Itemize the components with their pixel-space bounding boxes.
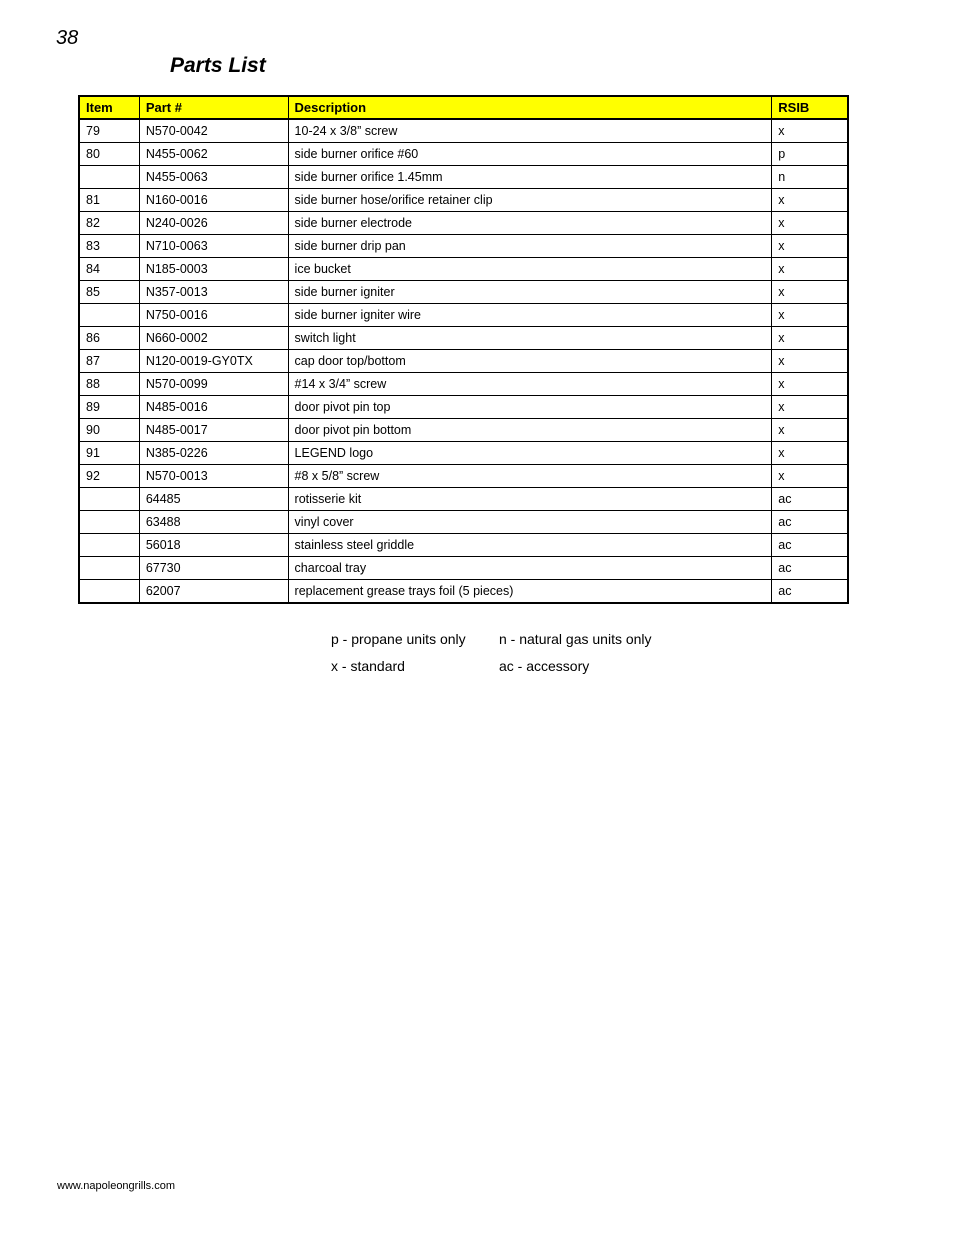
cell-item: 84 [79,258,139,281]
header-description: Description [288,96,772,119]
cell-part-number: N357-0013 [139,281,288,304]
table-row [79,281,848,304]
table-row [79,511,848,534]
cell-item: 83 [79,235,139,258]
cell-rsib: x [772,373,848,396]
legend-item-accessory: ac - accessory [499,658,590,674]
cell-rsib: x [772,235,848,258]
table-row [79,419,848,442]
table-header-row [79,96,848,119]
cell-item: 88 [79,373,139,396]
table-row [79,350,848,373]
table-row [79,488,848,511]
cell-item: 80 [79,143,139,166]
cell-rsib: ac [772,557,848,580]
cell-description: #14 x 3/4” screw [288,373,772,396]
cell-description: ice bucket [288,258,772,281]
cell-rsib: ac [772,511,848,534]
cell-part-number: N385-0226 [139,442,288,465]
cell-part-number: N455-0062 [139,143,288,166]
cell-item [79,166,139,189]
cell-item: 82 [79,212,139,235]
cell-description: side burner hose/orifice retainer clip [288,189,772,212]
legend [331,626,699,680]
table-row [79,534,848,557]
cell-rsib: x [772,327,848,350]
cell-rsib: x [772,258,848,281]
cell-item: 86 [79,327,139,350]
table-row [79,557,848,580]
table-row [79,143,848,166]
cell-part-number: N185-0003 [139,258,288,281]
page-number: 38 [56,27,79,49]
cell-item [79,511,139,534]
cell-part-number: N750-0016 [139,304,288,327]
parts-table-body [79,119,848,603]
cell-description: rotisserie kit [288,488,772,511]
cell-description: vinyl cover [288,511,772,534]
table-row [79,212,848,235]
table-row [79,396,848,419]
cell-item [79,557,139,580]
table-row [79,442,848,465]
cell-description: side burner orifice 1.45mm [288,166,772,189]
cell-part-number: 64485 [139,488,288,511]
cell-part-number: N485-0017 [139,419,288,442]
cell-description: side burner igniter [288,281,772,304]
cell-rsib: x [772,281,848,304]
cell-rsib: p [772,143,848,166]
cell-rsib: ac [772,534,848,557]
cell-description: LEGEND logo [288,442,772,465]
cell-item: 91 [79,442,139,465]
table-row [79,465,848,488]
cell-part-number: N485-0016 [139,396,288,419]
cell-part-number: N570-0042 [139,119,288,143]
cell-rsib: x [772,119,848,143]
cell-rsib: x [772,304,848,327]
cell-item: 85 [79,281,139,304]
legend-item-standard: x - standard [331,658,405,674]
cell-description: 10-24 x 3/8” screw [288,119,772,143]
cell-part-number: N240-0026 [139,212,288,235]
cell-part-number: N120-0019-GY0TX [139,350,288,373]
cell-description: side burner igniter wire [288,304,772,327]
cell-part-number: 56018 [139,534,288,557]
cell-rsib: x [772,212,848,235]
cell-description: side burner orifice #60 [288,143,772,166]
cell-description: charcoal tray [288,557,772,580]
header-part-number: Part # [139,96,288,119]
cell-part-number: N660-0002 [139,327,288,350]
cell-item: 92 [79,465,139,488]
header-rsib: RSIB [772,96,848,119]
cell-description: switch light [288,327,772,350]
table-row [79,119,848,143]
table-row [79,166,848,189]
cell-item: 81 [79,189,139,212]
table-row [79,304,848,327]
cell-item: 87 [79,350,139,373]
cell-description: side burner electrode [288,212,772,235]
cell-description: cap door top/bottom [288,350,772,373]
cell-rsib: x [772,189,848,212]
cell-part-number: N455-0063 [139,166,288,189]
cell-part-number: 63488 [139,511,288,534]
cell-item [79,304,139,327]
header-item: Item [79,96,139,119]
cell-item [79,488,139,511]
table-row [79,327,848,350]
cell-part-number: N160-0016 [139,189,288,212]
parts-table [78,95,849,604]
cell-item [79,534,139,557]
cell-item: 90 [79,419,139,442]
cell-item: 89 [79,396,139,419]
cell-description: door pivot pin top [288,396,772,419]
cell-item [79,580,139,604]
cell-rsib: x [772,419,848,442]
cell-rsib: x [772,396,848,419]
cell-description: #8 x 5/8” screw [288,465,772,488]
cell-rsib: ac [772,488,848,511]
cell-part-number: N570-0013 [139,465,288,488]
footer-url: www.napoleongrills.com [57,1180,175,1192]
table-row [79,580,848,604]
cell-item: 79 [79,119,139,143]
legend-item-natural-gas: n - natural gas units only [499,631,652,647]
table-row [79,235,848,258]
cell-part-number: 62007 [139,580,288,604]
cell-rsib: x [772,350,848,373]
cell-part-number: 67730 [139,557,288,580]
cell-part-number: N710-0063 [139,235,288,258]
cell-description: side burner drip pan [288,235,772,258]
cell-rsib: x [772,442,848,465]
cell-rsib: x [772,465,848,488]
cell-description: door pivot pin bottom [288,419,772,442]
cell-part-number: N570-0099 [139,373,288,396]
cell-rsib: n [772,166,848,189]
cell-description: stainless steel griddle [288,534,772,557]
cell-description: replacement grease trays foil (5 pieces) [288,580,772,604]
table-row [79,189,848,212]
table-row [79,258,848,281]
cell-rsib: ac [772,580,848,604]
legend-item-propane: p - propane units only [331,631,466,647]
table-row [79,373,848,396]
page-title: Parts List [170,54,266,77]
